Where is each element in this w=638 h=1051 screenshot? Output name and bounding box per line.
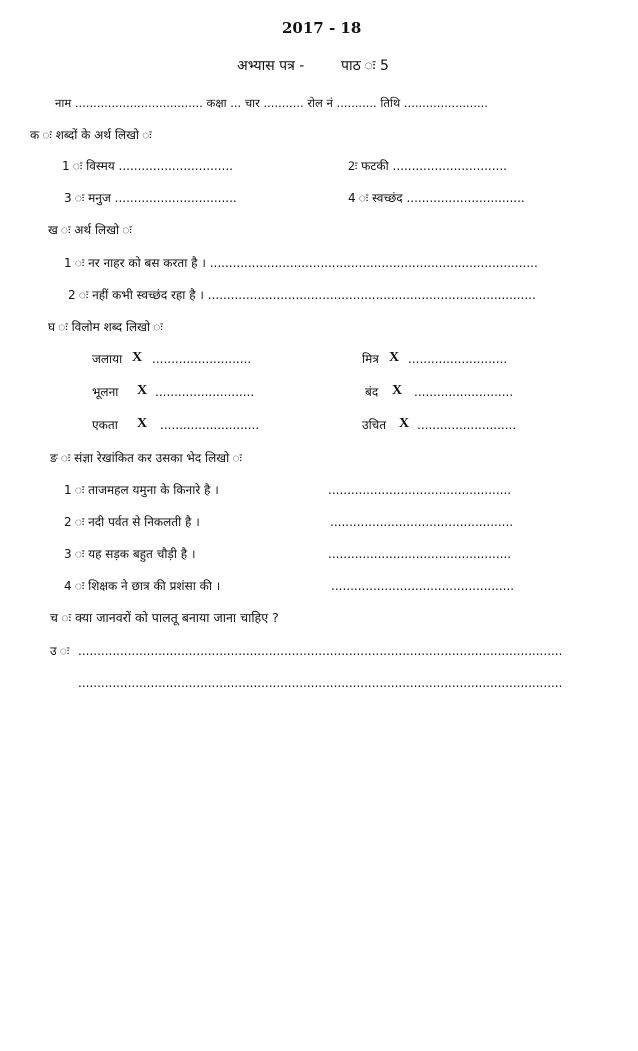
noun-sentence: 4 ः शिक्षक ने छात्र की प्रशंसा की ।: [64, 579, 221, 593]
antonym-word: एकता: [92, 418, 118, 432]
antonym-blank: ..........................: [152, 352, 252, 366]
cross-mark: X: [132, 350, 143, 365]
section-d-heading: ङ ः संज्ञा रेखांकित कर उसका भेद लिखो ः: [50, 451, 242, 465]
section-a-heading: क ः शब्दों के अर्थ लिखो ः: [30, 128, 152, 142]
antonym-word: जलाया: [92, 352, 123, 366]
cross-mark: X: [392, 383, 403, 398]
noun-sentence: 1 ः ताजमहल यमुना के किनारे है ।: [64, 483, 219, 497]
antonym-word: मित्र: [362, 352, 379, 366]
cross-mark: X: [137, 416, 148, 431]
meaning-line-item: 2 ः नहीं कभी स्वच्छंद रहा है । ......................................................................................: [68, 288, 536, 302]
answer-label: उ ः: [50, 644, 70, 658]
lesson-number: पाठ ः 5: [341, 58, 389, 74]
antonym-word: भूलना: [92, 385, 119, 399]
antonym-word: उचित: [362, 418, 387, 432]
section-b-heading: ख ः अर्थ लिखो ः: [48, 223, 132, 237]
opinion-question: च ः क्या जानवरों को पालतू बनाया जाना चाहिए ?: [50, 610, 279, 625]
noun-blank: ................................................: [328, 547, 512, 561]
meaning-item: 2ः फटकी ..............................: [348, 159, 507, 173]
noun-blank: ................................................: [328, 483, 512, 497]
cross-mark: X: [137, 383, 148, 398]
meaning-item: 1 ः विस्मय ..............................: [62, 159, 233, 173]
antonym-blank: ..........................: [414, 385, 514, 399]
year-heading: 2017 - 18: [282, 19, 362, 37]
meaning-item: 3 ः मनुज ................................: [64, 191, 237, 205]
noun-sentence: 3 ः यह सड़क बहुत चौड़ी है ।: [64, 547, 196, 561]
antonym-blank: ..........................: [160, 418, 260, 432]
noun-blank: ................................................: [330, 515, 514, 529]
antonym-blank: ..........................: [408, 352, 508, 366]
answer-line: ...............................................................................................................................: [78, 676, 563, 690]
student-info-line: नाम ................................... कक्षा ... चार ........... रोल नं ........... तिथि .......................: [55, 96, 488, 110]
meaning-line-item: 1 ः नर नाहर को बस करता है । ......................................................................................: [64, 256, 538, 270]
noun-sentence: 2 ः नदी पर्वत से निकलती है ।: [64, 515, 200, 529]
cross-mark: X: [389, 350, 400, 365]
noun-blank: ................................................: [331, 579, 515, 593]
worksheet-title: अभ्यास पत्र -: [237, 58, 305, 74]
meaning-item: 4 ः स्वच्छंद ...............................: [348, 191, 525, 205]
answer-line: ...............................................................................................................................: [78, 644, 563, 658]
cross-mark: X: [399, 416, 410, 431]
antonym-blank: ..........................: [155, 385, 255, 399]
antonym-blank: ..........................: [417, 418, 517, 432]
antonym-word: बंद: [365, 385, 379, 399]
section-c-heading: घ ः विलोम शब्द लिखो ः: [48, 320, 163, 334]
